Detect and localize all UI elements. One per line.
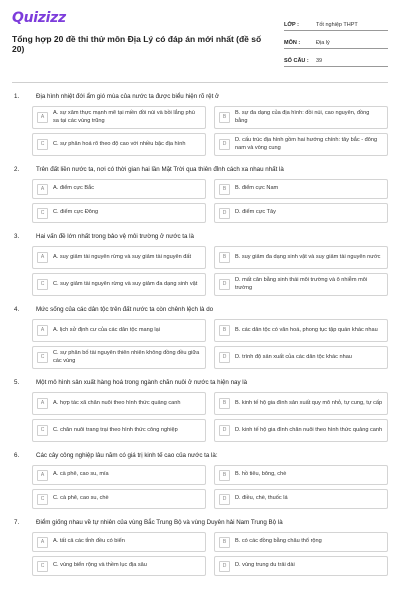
question-item — [12, 306, 388, 369]
question-text: Các cây công nghiệp lâu năm có giá trị kinh tế cao của nước ta là: — [36, 452, 218, 459]
question-text: Địa hình nhiệt đới ẩm gió mùa của nước ta được biểu hiện rõ rệt ở — [36, 93, 220, 100]
answer-option-c[interactable] — [32, 419, 206, 442]
option-text: A. hợp tác xã chăn nuôi theo hình thức quảng canh — [53, 399, 181, 406]
answer-option-d[interactable] — [214, 133, 388, 156]
option-text: B. kinh tế hộ gia đình sản xuất quy mô nhỏ, tự cung, tự cấp — [235, 399, 383, 406]
option-letter-badge: B — [219, 537, 230, 548]
option-letter-badge: C — [37, 352, 48, 363]
option-letter-badge: A — [37, 537, 48, 548]
option-text: B. sự đa dạng của địa hình: đồi núi, cao nguyên, đồng bằng — [235, 109, 370, 124]
option-letter-badge: B — [219, 252, 230, 263]
option-letter-badge: A — [37, 184, 48, 195]
question-text: Một mô hình sản xuất hàng hoá trong ngành chăn nuôi ở nước ta hiện nay là — [36, 379, 248, 386]
option-letter-badge: B — [219, 470, 230, 481]
option-letter-badge: B — [219, 184, 230, 195]
option-text: A. cà phê, cao su, mía — [53, 471, 109, 478]
option-letter-badge: A — [37, 252, 48, 263]
option-text: B. các dân tộc có văn hoá, phong tục tập quán khác nhau — [235, 326, 378, 333]
option-letter-badge: C — [37, 494, 48, 505]
question-item — [12, 166, 388, 223]
answer-option-d[interactable] — [214, 489, 388, 509]
question-item — [12, 233, 388, 296]
answer-options — [32, 179, 388, 223]
option-text: A. lịch sử định cư của các dân tộc mang lại — [53, 326, 160, 333]
question-number: 6. — [14, 452, 20, 459]
option-text: C. cà phê, cao su, chè — [53, 495, 109, 502]
option-letter-badge: B — [219, 398, 230, 409]
question-item — [12, 519, 388, 576]
question-text: Hai vấn đề lớn nhất trong bảo vệ môi trường ở nước ta là — [36, 233, 194, 240]
option-text: B. hồ tiêu, bông, chè — [235, 471, 287, 478]
meta-value: 39 — [316, 58, 323, 64]
option-letter-badge: A — [37, 470, 48, 481]
question-number: 7. — [14, 519, 20, 526]
question-text: Điểm giống nhau về tự nhiên của vùng Bắc Trung Bộ và vùng Duyên hải Nam Trung Bộ là — [36, 519, 283, 526]
question-text-row — [12, 93, 388, 100]
answer-option-d[interactable] — [214, 419, 388, 442]
option-text: D. điều, chè, thuốc lá — [235, 495, 288, 502]
answer-option-c[interactable] — [32, 273, 206, 296]
answer-option-d[interactable] — [214, 203, 388, 223]
option-text: D. cấu trúc địa hình gồm hai hướng chính: tây bắc - đông nam và vòng cung — [235, 136, 378, 151]
answer-option-b[interactable] — [214, 179, 388, 199]
answer-option-b[interactable] — [214, 465, 388, 485]
answer-option-c[interactable] — [32, 489, 206, 509]
option-letter-badge: A — [37, 325, 48, 336]
option-letter-badge: A — [37, 398, 48, 409]
option-letter-badge: D — [219, 561, 230, 572]
option-letter-badge: C — [37, 425, 48, 436]
option-text: C. vùng biển rộng và thềm lục địa sâu — [53, 562, 147, 569]
meta-value: Địa lý — [316, 40, 330, 46]
answer-option-a[interactable] — [32, 319, 206, 342]
option-letter-badge: C — [37, 208, 48, 219]
question-item — [12, 93, 388, 156]
answer-option-a[interactable] — [32, 106, 206, 129]
question-number: 2. — [14, 166, 20, 173]
option-text: D. kinh tế hộ gia đình chăn nuôi theo hình thức quảng canh — [235, 426, 383, 433]
answer-option-d[interactable] — [214, 556, 388, 576]
option-text: A. điểm cực Bắc — [53, 185, 95, 192]
answer-option-a[interactable] — [32, 532, 206, 552]
meta-value: Tốt nghiệp THPT — [316, 22, 358, 28]
question-text: Mức sống của các dân tộc trên đất nước ta còn chênh lệch là do — [36, 306, 214, 313]
meta-label: LỚP : — [284, 22, 299, 28]
option-text: B. suy giảm đa dạng sinh vật và suy giảm tài nguyên nước — [235, 253, 381, 260]
option-letter-badge: D — [219, 494, 230, 505]
option-letter-badge: C — [37, 561, 48, 572]
option-text: D. mất cân bằng sinh thái môi trường và ô nhiễm môi trường — [235, 276, 368, 291]
answer-options — [32, 246, 388, 296]
option-text: A. tất cả các tỉnh đều có biển — [53, 538, 125, 545]
answer-option-b[interactable] — [214, 532, 388, 552]
meta-label: MÔN : — [284, 40, 301, 46]
option-text: C. sự phân bố tài nguyên thiên nhiên không đồng đều giữa các vùng — [53, 349, 200, 364]
worksheet-title: Tổng hợp 20 đề thi thử môn Địa Lý có đáp án mới nhất (đề số 20) — [12, 34, 262, 54]
question-number: 4. — [14, 306, 20, 313]
option-text: C. sự phân hoá rõ theo độ cao với nhiều bậc địa hình — [53, 140, 186, 147]
option-letter-badge: D — [219, 208, 230, 219]
answer-option-a[interactable] — [32, 392, 206, 415]
answer-option-c[interactable] — [32, 556, 206, 576]
option-text: D. trình độ sản xuất của các dân tộc khác nhau — [235, 353, 352, 360]
option-text: C. chăn nuôi trang trại theo hình thức công nghiệp — [53, 426, 178, 433]
meta-label: SỐ CÂU : — [284, 58, 309, 64]
option-letter-badge: D — [219, 425, 230, 436]
header-divider — [12, 82, 388, 83]
answer-options — [32, 532, 388, 576]
question-number: 5. — [14, 379, 20, 386]
question-text-row — [12, 166, 388, 173]
question-item — [12, 379, 388, 442]
option-text: B. điểm cực Nam — [235, 185, 279, 192]
answer-option-d[interactable] — [214, 273, 388, 296]
answer-options — [32, 319, 388, 369]
option-text: A. suy giảm tài nguyên rừng và suy giảm tài nguyên đất — [53, 253, 192, 260]
answer-option-a[interactable] — [32, 179, 206, 199]
meta-box — [284, 16, 388, 70]
option-letter-badge: C — [37, 279, 48, 290]
answer-option-b[interactable] — [214, 319, 388, 342]
worksheet-header — [12, 10, 388, 70]
option-letter-badge: D — [219, 279, 230, 290]
meta-row-class — [284, 16, 388, 31]
option-text: C. điểm cực Đông — [53, 209, 99, 216]
answer-option-c[interactable] — [32, 133, 206, 156]
answer-option-a[interactable] — [32, 465, 206, 485]
option-letter-badge: B — [219, 112, 230, 123]
option-letter-badge: D — [219, 139, 230, 150]
option-letter-badge: B — [219, 325, 230, 336]
question-text-row — [12, 306, 388, 313]
option-letter-badge: C — [37, 139, 48, 150]
answer-option-c[interactable] — [32, 346, 206, 369]
answer-option-d[interactable] — [214, 346, 388, 369]
option-letter-badge: D — [219, 352, 230, 363]
option-text: D. vùng trung du trải dài — [235, 562, 295, 569]
option-text: A. sự xâm thực mạnh mẽ tại miền đồi núi và bồi lắng phù sa tại các vùng trũng — [53, 109, 195, 124]
answer-options — [32, 106, 388, 156]
question-number: 3. — [14, 233, 20, 240]
question-text-row — [12, 233, 388, 240]
option-text: C. suy giảm tài nguyên rừng và suy giảm đa dạng sinh vật — [53, 280, 198, 287]
answer-option-c[interactable] — [32, 203, 206, 223]
answer-option-a[interactable] — [32, 246, 206, 269]
answer-options — [32, 465, 388, 509]
answer-option-b[interactable] — [214, 246, 388, 269]
meta-row-subject — [284, 34, 388, 49]
option-text: D. điểm cực Tây — [235, 209, 276, 216]
option-text: B. có các đồng bằng châu thổ rộng — [235, 538, 322, 545]
brand-block — [12, 10, 267, 70]
answer-option-b[interactable] — [214, 106, 388, 129]
question-text-row — [12, 452, 388, 459]
question-text-row — [12, 519, 388, 526]
answer-option-b[interactable] — [214, 392, 388, 415]
answer-options — [32, 392, 388, 442]
question-list — [12, 93, 388, 576]
question-number: 1. — [14, 93, 20, 100]
question-text-row — [12, 379, 388, 386]
question-text: Trên đất liền nước ta, nơi có thời gian hai lần Mặt Trời qua thiên đỉnh cách xa nhau nhất là — [36, 166, 284, 173]
quizizz-logo: Quizizz — [12, 10, 66, 26]
meta-row-count — [284, 52, 388, 67]
question-item — [12, 452, 388, 509]
option-letter-badge: A — [37, 112, 48, 123]
